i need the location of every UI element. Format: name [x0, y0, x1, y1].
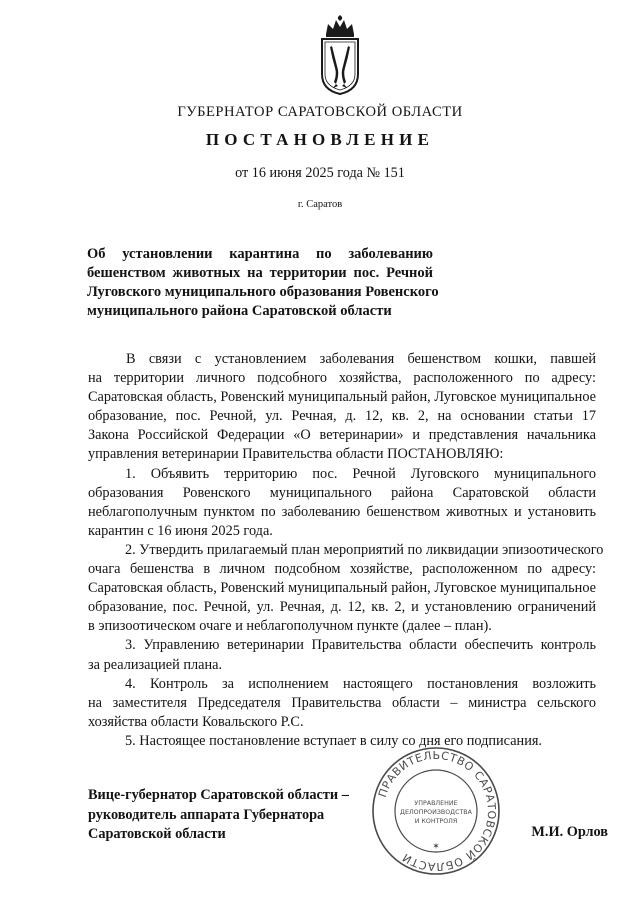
stamp-center-line: ДЕЛОПРОИЗВОДСТВА: [400, 809, 472, 816]
official-stamp: [370, 745, 502, 877]
body-line: Саратовская область, Ровенский муниципальный район, Луговское муниципальное: [88, 389, 596, 406]
stamp-center-line: И КОНТРОЛЯ: [414, 818, 458, 825]
body-line: 4. Контроль за исполнением настоящего постановления возложить: [125, 675, 596, 692]
signatory-title-line: Вице-губернатор Саратовской области –: [88, 787, 349, 803]
document-city: г. Саратов: [297, 199, 343, 210]
document-body: [88, 350, 604, 751]
document-title: [87, 245, 439, 321]
title-line: Об установлении карантина по заболеванию: [87, 246, 433, 262]
body-line: хозяйства области Ковальского Р.С.: [88, 713, 304, 730]
document-type: ПОСТАНОВЛЕНИЕ: [205, 130, 435, 149]
title-line: Луговского муниципального образования Ровенского: [87, 284, 439, 300]
issuing-authority: ГУБЕРНАТОР САРАТОВСКОЙ ОБЛАСТИ: [177, 104, 463, 120]
body-line: в эпизоотическом очаге и неблагополучном пункте (далее – план).: [88, 618, 492, 635]
body-line: 1. Объявить территорию пос. Речной Луговского муниципального: [125, 465, 596, 482]
signatory-title-line: Саратовской области: [88, 826, 226, 842]
body-line: на заместителя Председателя Правительства области – министра сельского: [88, 694, 596, 711]
signatory-title: [88, 786, 349, 845]
body-line: на территории личного подсобного хозяйства, расположенного по адресу:: [88, 370, 596, 387]
body-line: 5. Настоящее постановление вступает в силу со дня его подписания.: [125, 732, 542, 749]
body-line: образование, пос. Речной, ул. Речная, д. 12, кв. 2, на основании статьи 17: [88, 408, 596, 425]
body-line: Саратовская область, Ровенский муниципальный район, Луговское муниципальное: [88, 580, 596, 597]
body-line: неблагополучным пунктом по заболеванию бешенством животных и установить: [88, 503, 596, 520]
signatory-name: М.И. Орлов: [531, 824, 608, 840]
stamp-star-icon: ✶: [432, 842, 440, 852]
body-line: В связи с установлением заболевания бешенством кошки, павшей: [126, 351, 596, 367]
title-line: бешенством животных на территории пос. Речной: [87, 265, 433, 281]
body-line: карантин с 16 июня 2025 года.: [88, 522, 273, 539]
stamp-center-line: УПРАВЛЕНИЕ: [414, 800, 458, 807]
body-line: 3. Управлению ветеринарии Правительства области обеспечить контроль: [125, 637, 596, 654]
body-line: образования Ровенского муниципального района Саратовской области: [88, 484, 596, 501]
body-line: за реализацией плана.: [88, 656, 223, 673]
stamp-ring-text: ПРАВИТЕЛЬСТВО САРАТОВСКОЙ ОБЛАСТИ: [376, 748, 499, 874]
body-line: управления ветеринарии Правительства области ПОСТАНОВЛЯЮ:: [88, 446, 504, 463]
body-line: 2. Утвердить прилагаемый план мероприятий по ликвидации эпизоотического: [125, 541, 604, 558]
body-line: образование, пос. Речной, ул. Речная, д. 12, кв. 2, и установлению ограничений: [88, 599, 596, 616]
document-date-number: от 16 июня 2025 года № 151: [235, 165, 405, 181]
title-line: муниципального района Саратовской области: [87, 303, 392, 319]
body-line: Закона Российской Федерации «О ветеринарии» и представления начальника: [88, 427, 596, 444]
coat-of-arms-icon: [316, 14, 364, 96]
signatory-title-line: руководитель аппарата Губернатора: [88, 806, 325, 823]
body-line: очага бешенства в личном подсобном хозяйстве, расположенном по адресу:: [88, 561, 596, 578]
